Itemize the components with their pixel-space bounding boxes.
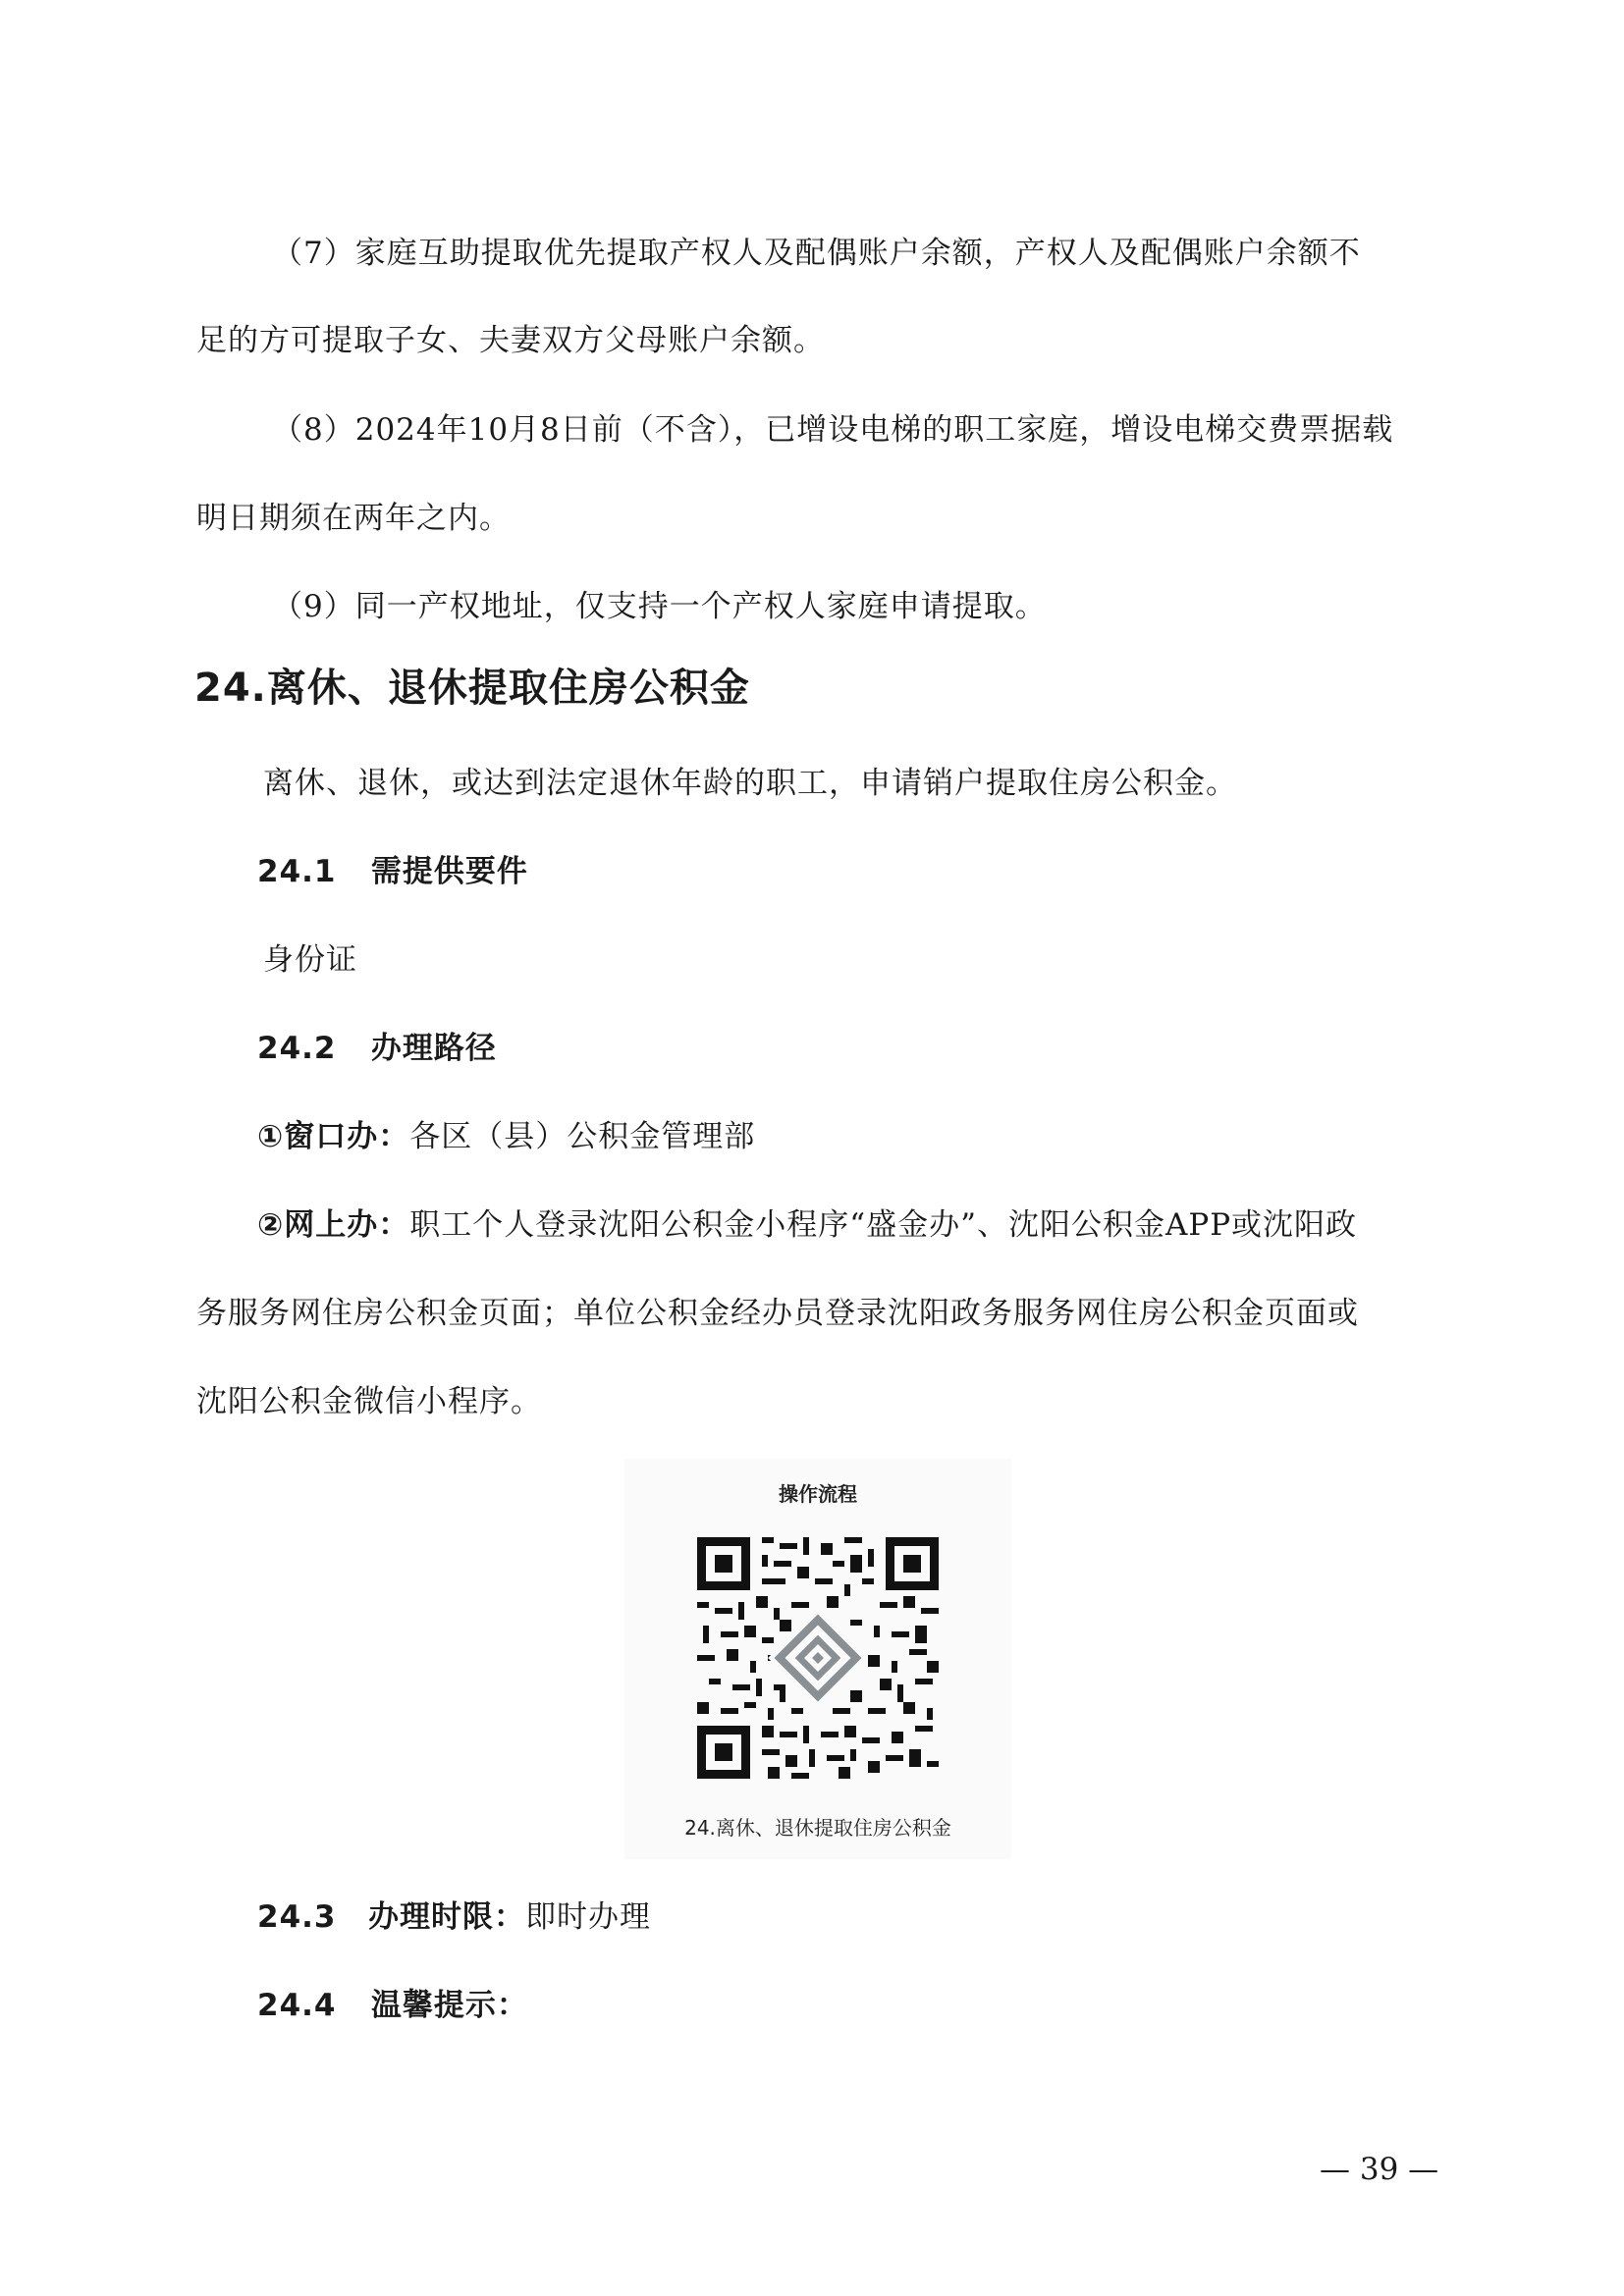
route-online-line-1 [257, 1205, 1357, 1245]
subsection-title: 办理时限： [368, 1899, 526, 1935]
paragraph-7-line-2: 足的方可提取子女、夫妻双方父母账户余额。 [196, 323, 825, 358]
subsection-title: 温馨提示： [370, 1988, 528, 2023]
paragraph-8-line-2: 明日期须在两年之内。 [196, 501, 511, 536]
route-online-line-2: 务服务网住房公积金页面；单位公积金经办员登录沈阳政务服务网住房公积金页面或 [196, 1296, 1359, 1331]
subsection-24-3-heading [257, 1897, 651, 1937]
route-window-label: ①窗口办： [257, 1119, 410, 1154]
qr-code-card [624, 1459, 1011, 1859]
required-documents: 身份证 [263, 942, 357, 978]
route-online-text: 职工个人登录沈阳公积金小程序“盛金办”、沈阳公积金APP或沈阳政 [409, 1207, 1358, 1243]
subsection-number: 24.1 [257, 854, 337, 889]
subsection-number: 24.4 [257, 1988, 337, 2023]
route-window-text: 各区（县）公积金管理部 [409, 1119, 756, 1154]
qr-title: 操作流程 [779, 1482, 857, 1506]
route-window [257, 1117, 755, 1156]
paragraph-9: （9）同一产权地址，仅支持一个产权人家庭申请提取。 [272, 589, 1047, 624]
section-heading: 24.离休、退休提取住房公积金 [194, 666, 750, 711]
subsection-title: 需提供要件 [370, 854, 528, 889]
subsection-24-2-heading [257, 1029, 497, 1068]
subsection-24-1-heading [257, 852, 528, 891]
section-intro: 离休、退休，或达到法定退休年龄的职工，申请销户提取住房公积金。 [263, 766, 1237, 801]
paragraph-8-line-1: （8）2024年10月8日前（不含），已增设电梯的职工家庭，增设电梯交费票据载 [272, 412, 1394, 448]
subsection-24-4-heading [257, 1986, 528, 2025]
subsection-number: 24.2 [257, 1031, 337, 1066]
subsection-number: 24.3 [257, 1899, 337, 1935]
route-online-label: ②网上办： [257, 1207, 410, 1243]
paragraph-7-line-1: （7）家庭互助提取优先提取产权人及配偶账户余额，产权人及配偶账户余额不 [272, 236, 1361, 271]
qr-caption: 24.离休、退休提取住房公积金 [684, 1816, 951, 1840]
subsection-title: 办理路径 [370, 1031, 497, 1066]
route-online-line-3: 沈阳公积金微信小程序。 [196, 1384, 542, 1419]
page-number: — 39 — [1320, 2152, 1439, 2187]
qr-code-image [697, 1537, 939, 1779]
processing-time: 即时办理 [525, 1899, 652, 1935]
